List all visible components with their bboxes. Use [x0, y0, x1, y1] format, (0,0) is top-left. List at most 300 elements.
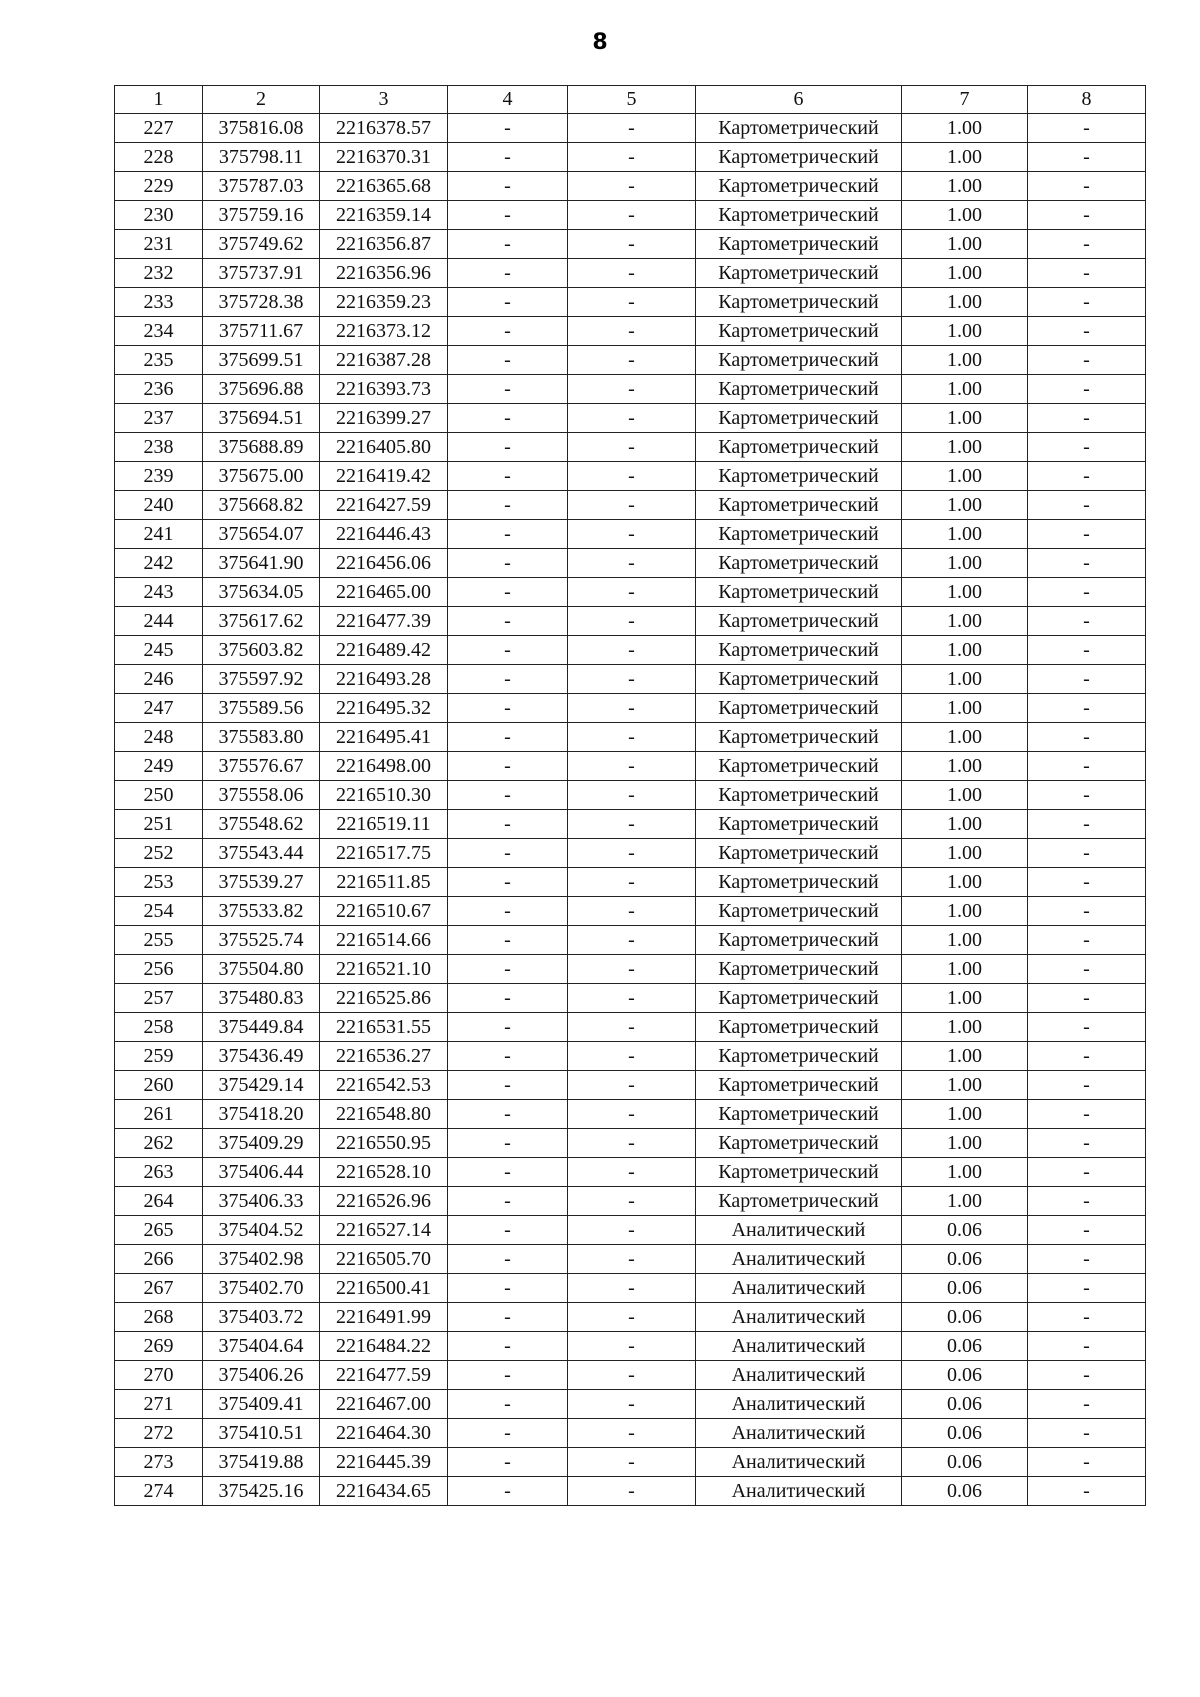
method-value: Аналитический: [696, 1448, 902, 1477]
column-5-value: -: [568, 549, 696, 578]
accuracy-value: 1.00: [902, 404, 1028, 433]
column-5-value: -: [568, 1274, 696, 1303]
coordinate-y: 2216525.86: [320, 984, 448, 1013]
accuracy-value: 1.00: [902, 1042, 1028, 1071]
coordinate-x: 375617.62: [203, 607, 320, 636]
coordinate-y: 2216370.31: [320, 143, 448, 172]
column-4-value: -: [448, 868, 568, 897]
column-5-value: -: [568, 1129, 696, 1158]
column-4-value: -: [448, 926, 568, 955]
column-4-value: -: [448, 810, 568, 839]
coordinate-y: 2216493.28: [320, 665, 448, 694]
accuracy-value: 1.00: [902, 520, 1028, 549]
point-number: 263: [115, 1158, 203, 1187]
column-4-value: -: [448, 1013, 568, 1042]
table-row: [115, 1187, 1146, 1216]
coordinate-x: 375406.33: [203, 1187, 320, 1216]
column-5-value: -: [568, 984, 696, 1013]
point-number: 274: [115, 1477, 203, 1506]
point-number: 237: [115, 404, 203, 433]
table-row: [115, 491, 1146, 520]
method-value: Аналитический: [696, 1477, 902, 1506]
accuracy-value: 1.00: [902, 636, 1028, 665]
column-5-value: -: [568, 433, 696, 462]
coordinate-y: 2216446.43: [320, 520, 448, 549]
coordinate-x: 375634.05: [203, 578, 320, 607]
column-4-value: -: [448, 375, 568, 404]
table-row: [115, 810, 1146, 839]
method-value: Картометрический: [696, 810, 902, 839]
table-row: [115, 868, 1146, 897]
point-number: 243: [115, 578, 203, 607]
table-row: [115, 636, 1146, 665]
method-value: Картометрический: [696, 114, 902, 143]
table-row: [115, 1390, 1146, 1419]
method-value: Картометрический: [696, 868, 902, 897]
table-header-row: [115, 86, 1146, 114]
accuracy-value: 0.06: [902, 1332, 1028, 1361]
coordinate-x: 375696.88: [203, 375, 320, 404]
point-number: 245: [115, 636, 203, 665]
column-4-value: -: [448, 143, 568, 172]
accuracy-value: 1.00: [902, 143, 1028, 172]
column-5-value: -: [568, 810, 696, 839]
table-row: [115, 433, 1146, 462]
table-row: [115, 317, 1146, 346]
column-8-value: -: [1028, 230, 1146, 259]
coordinate-y: 2216464.30: [320, 1419, 448, 1448]
coordinate-x: 375603.82: [203, 636, 320, 665]
column-4-value: -: [448, 636, 568, 665]
table-row: [115, 1013, 1146, 1042]
column-4-value: -: [448, 1071, 568, 1100]
coordinate-y: 2216536.27: [320, 1042, 448, 1071]
column-header: 7: [902, 86, 1028, 114]
column-8-value: -: [1028, 1274, 1146, 1303]
method-value: Аналитический: [696, 1419, 902, 1448]
method-value: Картометрический: [696, 1071, 902, 1100]
coordinate-x: 375548.62: [203, 810, 320, 839]
column-5-value: -: [568, 1187, 696, 1216]
point-number: 269: [115, 1332, 203, 1361]
method-value: Картометрический: [696, 984, 902, 1013]
column-4-value: -: [448, 259, 568, 288]
accuracy-value: 1.00: [902, 897, 1028, 926]
point-number: 248: [115, 723, 203, 752]
coordinate-x: 375787.03: [203, 172, 320, 201]
accuracy-value: 1.00: [902, 752, 1028, 781]
column-4-value: -: [448, 201, 568, 230]
coordinate-y: 2216542.53: [320, 1071, 448, 1100]
column-5-value: -: [568, 1419, 696, 1448]
coordinate-x: 375699.51: [203, 346, 320, 375]
column-8-value: -: [1028, 1448, 1146, 1477]
column-4-value: -: [448, 1042, 568, 1071]
method-value: Картометрический: [696, 1013, 902, 1042]
coordinate-x: 375711.67: [203, 317, 320, 346]
method-value: Аналитический: [696, 1361, 902, 1390]
table-body: [115, 114, 1146, 1506]
point-number: 246: [115, 665, 203, 694]
coordinate-x: 375688.89: [203, 433, 320, 462]
method-value: Картометрический: [696, 752, 902, 781]
column-8-value: -: [1028, 462, 1146, 491]
point-number: 235: [115, 346, 203, 375]
column-8-value: -: [1028, 520, 1146, 549]
coordinate-x: 375816.08: [203, 114, 320, 143]
column-8-value: -: [1028, 375, 1146, 404]
column-4-value: -: [448, 665, 568, 694]
column-8-value: -: [1028, 1071, 1146, 1100]
column-5-value: -: [568, 1042, 696, 1071]
coordinate-x: 375759.16: [203, 201, 320, 230]
coordinate-x: 375410.51: [203, 1419, 320, 1448]
coordinate-y: 2216477.39: [320, 607, 448, 636]
table-row: [115, 375, 1146, 404]
column-8-value: -: [1028, 781, 1146, 810]
table-row: [115, 723, 1146, 752]
coordinate-x: 375419.88: [203, 1448, 320, 1477]
column-5-value: -: [568, 897, 696, 926]
table-row: [115, 607, 1146, 636]
point-number: 239: [115, 462, 203, 491]
coordinate-y: 2216427.59: [320, 491, 448, 520]
accuracy-value: 0.06: [902, 1274, 1028, 1303]
column-5-value: -: [568, 1071, 696, 1100]
column-8-value: -: [1028, 288, 1146, 317]
column-8-value: -: [1028, 201, 1146, 230]
method-value: Картометрический: [696, 230, 902, 259]
accuracy-value: 1.00: [902, 462, 1028, 491]
point-number: 236: [115, 375, 203, 404]
coordinate-y: 2216495.41: [320, 723, 448, 752]
table-row: [115, 520, 1146, 549]
table-row: [115, 578, 1146, 607]
column-8-value: -: [1028, 1303, 1146, 1332]
table-row: [115, 752, 1146, 781]
coordinate-x: 375589.56: [203, 694, 320, 723]
accuracy-value: 0.06: [902, 1245, 1028, 1274]
point-number: 240: [115, 491, 203, 520]
coordinate-x: 375402.98: [203, 1245, 320, 1274]
column-8-value: -: [1028, 317, 1146, 346]
column-4-value: -: [448, 433, 568, 462]
column-5-value: -: [568, 1216, 696, 1245]
column-8-value: -: [1028, 1419, 1146, 1448]
method-value: Картометрический: [696, 1100, 902, 1129]
table-row: [115, 143, 1146, 172]
column-5-value: -: [568, 114, 696, 143]
column-8-value: -: [1028, 1013, 1146, 1042]
point-number: 273: [115, 1448, 203, 1477]
coordinate-x: 375654.07: [203, 520, 320, 549]
coordinate-x: 375404.52: [203, 1216, 320, 1245]
coordinate-y: 2216495.32: [320, 694, 448, 723]
table-row: [115, 897, 1146, 926]
column-8-value: -: [1028, 665, 1146, 694]
table-row: [115, 781, 1146, 810]
column-8-value: -: [1028, 549, 1146, 578]
method-value: Картометрический: [696, 636, 902, 665]
method-value: Аналитический: [696, 1216, 902, 1245]
column-8-value: -: [1028, 984, 1146, 1013]
accuracy-value: 1.00: [902, 810, 1028, 839]
accuracy-value: 1.00: [902, 694, 1028, 723]
method-value: Картометрический: [696, 317, 902, 346]
column-8-value: -: [1028, 259, 1146, 288]
column-4-value: -: [448, 1419, 568, 1448]
table-row: [115, 114, 1146, 143]
coordinate-x: 375425.16: [203, 1477, 320, 1506]
coordinate-y: 2216477.59: [320, 1361, 448, 1390]
column-5-value: -: [568, 1448, 696, 1477]
column-5-value: -: [568, 868, 696, 897]
accuracy-value: 1.00: [902, 839, 1028, 868]
coordinate-x: 375543.44: [203, 839, 320, 868]
coordinate-y: 2216514.66: [320, 926, 448, 955]
column-5-value: -: [568, 375, 696, 404]
column-header: 5: [568, 86, 696, 114]
coordinate-x: 375576.67: [203, 752, 320, 781]
coordinate-x: 375694.51: [203, 404, 320, 433]
column-8-value: -: [1028, 1216, 1146, 1245]
table-row: [115, 1216, 1146, 1245]
coordinate-x: 375749.62: [203, 230, 320, 259]
method-value: Картометрический: [696, 926, 902, 955]
column-8-value: -: [1028, 694, 1146, 723]
column-8-value: -: [1028, 1332, 1146, 1361]
coordinate-x: 375406.44: [203, 1158, 320, 1187]
point-number: 272: [115, 1419, 203, 1448]
column-8-value: -: [1028, 1129, 1146, 1158]
coordinate-x: 375402.70: [203, 1274, 320, 1303]
coordinate-y: 2216373.12: [320, 317, 448, 346]
column-8-value: -: [1028, 433, 1146, 462]
column-4-value: -: [448, 1158, 568, 1187]
column-5-value: -: [568, 143, 696, 172]
accuracy-value: 1.00: [902, 491, 1028, 520]
table-row: [115, 404, 1146, 433]
column-5-value: -: [568, 694, 696, 723]
column-5-value: -: [568, 607, 696, 636]
table-row: [115, 984, 1146, 1013]
column-8-value: -: [1028, 897, 1146, 926]
coordinate-x: 375409.41: [203, 1390, 320, 1419]
column-5-value: -: [568, 1390, 696, 1419]
column-header: 1: [115, 86, 203, 114]
point-number: 242: [115, 549, 203, 578]
coordinate-x: 375404.64: [203, 1332, 320, 1361]
coordinate-x: 375418.20: [203, 1100, 320, 1129]
column-4-value: -: [448, 114, 568, 143]
column-4-value: -: [448, 1187, 568, 1216]
method-value: Картометрический: [696, 375, 902, 404]
accuracy-value: 1.00: [902, 723, 1028, 752]
column-header: 4: [448, 86, 568, 114]
coordinate-y: 2216356.96: [320, 259, 448, 288]
column-4-value: -: [448, 839, 568, 868]
table-row: [115, 839, 1146, 868]
accuracy-value: 0.06: [902, 1361, 1028, 1390]
column-4-value: -: [448, 984, 568, 1013]
point-number: 258: [115, 1013, 203, 1042]
method-value: Картометрический: [696, 172, 902, 201]
coordinate-y: 2216405.80: [320, 433, 448, 462]
column-5-value: -: [568, 288, 696, 317]
table-row: [115, 1332, 1146, 1361]
coordinate-y: 2216359.14: [320, 201, 448, 230]
column-5-value: -: [568, 1100, 696, 1129]
column-4-value: -: [448, 723, 568, 752]
column-4-value: -: [448, 404, 568, 433]
accuracy-value: 1.00: [902, 375, 1028, 404]
method-value: Картометрический: [696, 897, 902, 926]
method-value: Картометрический: [696, 259, 902, 288]
table-row: [115, 1361, 1146, 1390]
coordinate-y: 2216456.06: [320, 549, 448, 578]
method-value: Картометрический: [696, 462, 902, 491]
table-row: [115, 1245, 1146, 1274]
column-5-value: -: [568, 317, 696, 346]
column-8-value: -: [1028, 1187, 1146, 1216]
method-value: Картометрический: [696, 1158, 902, 1187]
point-number: 259: [115, 1042, 203, 1071]
coordinate-y: 2216500.41: [320, 1274, 448, 1303]
column-5-value: -: [568, 723, 696, 752]
accuracy-value: 1.00: [902, 288, 1028, 317]
column-4-value: -: [448, 694, 568, 723]
point-number: 268: [115, 1303, 203, 1332]
coordinate-y: 2216434.65: [320, 1477, 448, 1506]
accuracy-value: 1.00: [902, 984, 1028, 1013]
point-number: 255: [115, 926, 203, 955]
coordinate-y: 2216445.39: [320, 1448, 448, 1477]
accuracy-value: 1.00: [902, 1129, 1028, 1158]
column-4-value: -: [448, 288, 568, 317]
column-8-value: -: [1028, 172, 1146, 201]
method-value: Картометрический: [696, 433, 902, 462]
method-value: Картометрический: [696, 549, 902, 578]
column-5-value: -: [568, 491, 696, 520]
coordinate-x: 375641.90: [203, 549, 320, 578]
table-row: [115, 1303, 1146, 1332]
column-4-value: -: [448, 781, 568, 810]
coordinate-y: 2216365.68: [320, 172, 448, 201]
accuracy-value: 1.00: [902, 1071, 1028, 1100]
point-number: 249: [115, 752, 203, 781]
accuracy-value: 1.00: [902, 607, 1028, 636]
column-header: 3: [320, 86, 448, 114]
point-number: 262: [115, 1129, 203, 1158]
table-row: [115, 259, 1146, 288]
column-5-value: -: [568, 1013, 696, 1042]
accuracy-value: 1.00: [902, 1187, 1028, 1216]
column-4-value: -: [448, 317, 568, 346]
column-5-value: -: [568, 172, 696, 201]
table-row: [115, 1071, 1146, 1100]
table-row: [115, 1274, 1146, 1303]
column-8-value: -: [1028, 114, 1146, 143]
method-value: Картометрический: [696, 520, 902, 549]
coordinate-x: 375583.80: [203, 723, 320, 752]
coordinate-y: 2216484.22: [320, 1332, 448, 1361]
coordinate-x: 375597.92: [203, 665, 320, 694]
table-row: [115, 1448, 1146, 1477]
accuracy-value: 0.06: [902, 1477, 1028, 1506]
method-value: Картометрический: [696, 607, 902, 636]
point-number: 261: [115, 1100, 203, 1129]
column-5-value: -: [568, 230, 696, 259]
column-8-value: -: [1028, 636, 1146, 665]
accuracy-value: 0.06: [902, 1390, 1028, 1419]
method-value: Картометрический: [696, 346, 902, 375]
method-value: Картометрический: [696, 288, 902, 317]
coordinate-y: 2216498.00: [320, 752, 448, 781]
accuracy-value: 1.00: [902, 230, 1028, 259]
column-4-value: -: [448, 1332, 568, 1361]
accuracy-value: 1.00: [902, 868, 1028, 897]
accuracy-value: 1.00: [902, 172, 1028, 201]
accuracy-value: 1.00: [902, 1013, 1028, 1042]
coordinate-y: 2216550.95: [320, 1129, 448, 1158]
column-8-value: -: [1028, 1245, 1146, 1274]
column-8-value: -: [1028, 491, 1146, 520]
accuracy-value: 1.00: [902, 317, 1028, 346]
method-value: Картометрический: [696, 694, 902, 723]
column-4-value: -: [448, 1129, 568, 1158]
table-row: [115, 172, 1146, 201]
column-header: 2: [203, 86, 320, 114]
accuracy-value: 0.06: [902, 1448, 1028, 1477]
method-value: Картометрический: [696, 578, 902, 607]
column-8-value: -: [1028, 926, 1146, 955]
method-value: Картометрический: [696, 665, 902, 694]
point-number: 231: [115, 230, 203, 259]
table-row: [115, 1158, 1146, 1187]
point-number: 233: [115, 288, 203, 317]
point-number: 257: [115, 984, 203, 1013]
coordinate-y: 2216510.30: [320, 781, 448, 810]
coordinate-x: 375737.91: [203, 259, 320, 288]
column-8-value: -: [1028, 404, 1146, 433]
accuracy-value: 1.00: [902, 114, 1028, 143]
coordinate-x: 375429.14: [203, 1071, 320, 1100]
coordinate-x: 375798.11: [203, 143, 320, 172]
point-number: 247: [115, 694, 203, 723]
point-number: 251: [115, 810, 203, 839]
coordinate-y: 2216467.00: [320, 1390, 448, 1419]
column-4-value: -: [448, 1100, 568, 1129]
point-number: 266: [115, 1245, 203, 1274]
column-5-value: -: [568, 636, 696, 665]
coordinate-y: 2216356.87: [320, 230, 448, 259]
column-4-value: -: [448, 1390, 568, 1419]
column-4-value: -: [448, 1245, 568, 1274]
coordinate-y: 2216526.96: [320, 1187, 448, 1216]
accuracy-value: 1.00: [902, 955, 1028, 984]
coordinate-y: 2216528.10: [320, 1158, 448, 1187]
coordinate-x: 375525.74: [203, 926, 320, 955]
coordinate-y: 2216465.00: [320, 578, 448, 607]
column-4-value: -: [448, 578, 568, 607]
point-number: 234: [115, 317, 203, 346]
column-4-value: -: [448, 462, 568, 491]
coordinate-y: 2216393.73: [320, 375, 448, 404]
coordinate-y: 2216359.23: [320, 288, 448, 317]
point-number: 238: [115, 433, 203, 462]
column-4-value: -: [448, 1477, 568, 1506]
table-row: [115, 665, 1146, 694]
